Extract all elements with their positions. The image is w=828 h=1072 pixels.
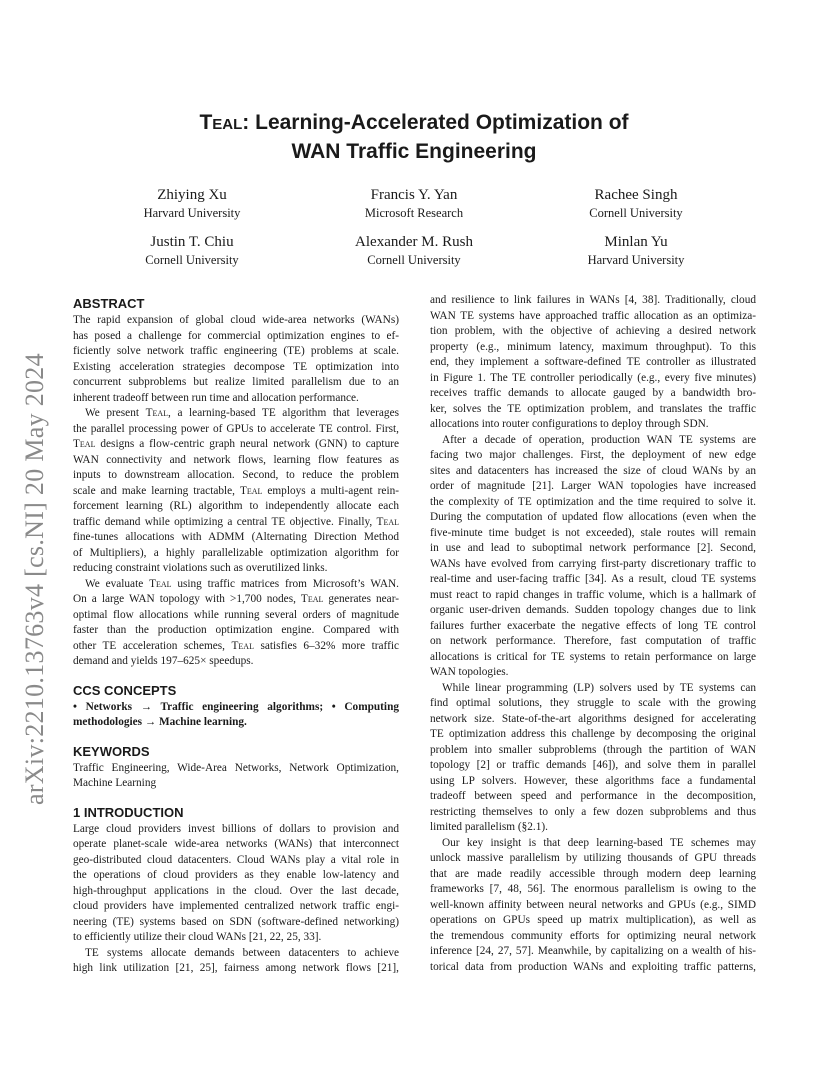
author-name: Minlan Yu xyxy=(604,234,668,250)
keywords-heading: KEYWORDS xyxy=(73,743,150,759)
text-line: operate planet-scale wide-area networks (WANs) that interconnect xyxy=(73,838,399,850)
text-line: facing two major challenges. First, the deployment of new edge xyxy=(430,449,756,461)
text-line: that are made readily accessible through modern deep learning xyxy=(430,867,756,880)
text-line: end, they implement a software-defined TE controller as illustrated xyxy=(430,356,756,368)
text-line: the parallel processing power of GPUs to accelerate TE control. First, xyxy=(73,422,399,435)
text-line: the tremendous community efforts for optimizing neural network xyxy=(430,929,756,942)
text-line: failures further exacerbate the negative effects of long TE control xyxy=(430,619,756,632)
text-line: order of magnitude [21]. Larger WAN topologies have increased xyxy=(430,480,756,492)
text-line: of Multipliers), a highly parallelizable optimization algorithm for xyxy=(73,546,399,559)
text-line: optimal flow allocations while running several orders of magnitude xyxy=(73,608,399,621)
text-line: WANs have evolved from carrying first-party discretionary traffic to xyxy=(430,557,756,570)
text-line: WAN connectivity and network flows, learning flow features as xyxy=(73,453,399,466)
text-line: the complexity of TE optimization and the time required to solve it. xyxy=(430,495,756,508)
text-line: problem into smaller subproblems (through the partition of WAN xyxy=(430,743,756,756)
right-column-body xyxy=(430,293,756,975)
ccs-heading: CCS CONCEPTS xyxy=(73,682,177,698)
text-line: Existing acceleration strategies decompose TE optimization into xyxy=(73,360,399,373)
text-line: the operations of cloud providers as they enable low-latency and xyxy=(73,869,399,881)
introduction-body xyxy=(73,822,399,977)
text-line: During the computation of updated flow allocations (even when the xyxy=(430,511,756,523)
author-name: Francis Y. Yan xyxy=(370,187,458,203)
text-line: We present Teal, a learning-based TE algorithm that leverages xyxy=(85,407,399,419)
text-line: to efficiently utilize their cloud WANs [21, 22, 25, 33]. xyxy=(73,931,322,943)
text-line: geo-distributed cloud datacenters. Cloud WANs play a vital role in xyxy=(73,853,399,866)
author-block xyxy=(304,185,524,222)
text-line: faster than the production optimization engine. Compared with xyxy=(73,624,399,636)
text-line: other TE acceleration schemes, Teal satisfies 6–32% more traffic xyxy=(73,639,400,652)
text-line: WAN topologies. xyxy=(430,666,509,678)
paper-title xyxy=(0,108,828,166)
author-block xyxy=(526,185,746,222)
right-column xyxy=(430,293,756,975)
title-line-2: WAN Traffic Engineering xyxy=(291,140,537,163)
title-system-name: Teal xyxy=(199,111,243,134)
author-affiliation: Harvard University xyxy=(587,253,685,267)
text-line: Machine Learning xyxy=(73,777,157,789)
keywords-list xyxy=(73,761,399,792)
text-line: topology [2] or traffic demands [46]), and solve them in parallel xyxy=(430,759,756,771)
abstract-heading: ABSTRACT xyxy=(73,296,145,311)
author-block xyxy=(82,232,302,269)
abstract-body xyxy=(73,313,399,670)
ccs-concepts xyxy=(73,700,399,731)
text-line: Large cloud providers invest billions of dollars to provision and xyxy=(73,822,399,835)
text-line: torical data from production WANs and exploiting traffic patterns, xyxy=(430,960,756,973)
author-affiliation: Cornell University xyxy=(589,206,683,220)
left-column xyxy=(73,293,399,977)
text-line: organic user-driven demands. Sudden topology changes due to link xyxy=(430,604,756,616)
text-line: in Figure 1. The TE controller periodically (e.g., every five minutes) xyxy=(430,371,756,384)
text-line: TE systems allocate demands between datacenters to achieve xyxy=(85,946,399,959)
text-line: frameworks [7, 48, 56]. The enormous parallelism is owing to the xyxy=(430,883,756,895)
text-line: tion problem, with the objective of achieving a desired network xyxy=(430,325,756,337)
author-block xyxy=(82,185,302,222)
text-line: five-minute time budget is not exceeded), stale routes will remain xyxy=(430,526,756,539)
text-line: allocations is critical for TE systems to retain performance on large xyxy=(430,650,756,663)
text-line: property (e.g., minimum latency, maximum throughput). To this xyxy=(430,340,756,353)
text-line: neering (TE) systems based on SDN (software-defined networking) xyxy=(73,915,399,928)
text-line: demand and yields 197–625× speedups. xyxy=(73,655,254,667)
title-line-1: Teal: Learning-Accelerated Optimization of xyxy=(199,111,629,134)
text-line: sites and datacenters has increased the size of cloud WANs by an xyxy=(430,464,756,477)
text-line: tradeoff between speed and performance in the decomposition, xyxy=(430,790,756,802)
text-line: on network performance. Therefore, fast computation of traffic xyxy=(430,635,756,647)
text-line: traffic demand while optimizing a central TE objective. Finally, Teal xyxy=(73,515,399,528)
text-line: concurrent subproblems but realize limited parallelism due to an xyxy=(73,376,399,388)
author-block xyxy=(304,232,524,269)
author-name: Justin T. Chiu xyxy=(150,234,234,250)
text-line: Teal designs a flow-centric graph neural network (GNN) to capture xyxy=(73,438,399,450)
text-line: cloud providers have implemented centralized network traffic engi- xyxy=(73,900,399,912)
text-line: TE optimization address this challenge by decomposing the original xyxy=(430,728,756,740)
text-line: high-throughput applications in the cloud. Over the last decade, xyxy=(73,884,399,897)
arxiv-identifier: arXiv:2210.13763v4 [cs.NI] 20 May 2024 xyxy=(20,353,49,805)
author-affiliation: Microsoft Research xyxy=(364,206,464,220)
author-block xyxy=(526,232,746,269)
introduction-heading: 1 INTRODUCTION xyxy=(73,804,184,820)
text-line: reducing constraint violations such as overutilized links. xyxy=(73,562,328,574)
author-name: Rachee Singh xyxy=(594,187,678,203)
text-line: has posed a challenge for commercial optimization engines to ef- xyxy=(73,329,399,342)
text-line: operations on GPUs speed up matrix multiplication), as well as xyxy=(430,914,756,926)
text-line: network size. State-of-the-art algorithms designed for accelerating xyxy=(430,712,756,725)
text-line: must react to rapid changes in traffic volume, which is a hallmark of xyxy=(430,588,756,601)
text-line: ficiently solve network traffic engineering (TE) problems at scale. xyxy=(73,345,399,357)
text-line: high link utilization [21, 25], fairness among network flows [21], xyxy=(73,962,399,974)
text-line: WAN TE systems have approached traffic allocation as an optimiza- xyxy=(430,309,756,322)
text-line: ker, solves the TE optimization problem, and translates the traffic xyxy=(430,402,756,415)
text-line: fine-tunes allocations with ADMM (Alternating Direction Method xyxy=(73,531,399,543)
text-line: unlock massive parallelism by utilizing thousands of GPU threads xyxy=(430,852,756,864)
text-line: receives traffic demands to allocate gauged by a bandwidth bro- xyxy=(430,387,756,399)
text-line: forcement learning (RL) algorithm to independently allocate each xyxy=(73,500,399,512)
text-line: scale and make learning tractable, Teal employs a multi-agent rein- xyxy=(73,484,399,497)
text-line: After a decade of operation, production WAN TE systems are xyxy=(442,433,756,446)
text-line: and resilience to link failures in WANs [4, 38]. Traditionally, cloud xyxy=(430,294,756,306)
text-line: restricting themselves to only a few dozen subproblems and thus xyxy=(430,805,756,818)
text-line: inputs to downstream allocation. Second, to reduce the problem xyxy=(73,469,399,481)
text-line: The rapid expansion of global cloud wide-area networks (WANs) xyxy=(73,314,399,326)
text-line: using LP solvers. However, these algorithms face a fundamental xyxy=(430,774,756,787)
text-line: • Networks → Traffic engineering algorithms; • Computing xyxy=(73,700,399,713)
text-line: Traffic Engineering, Wide-Area Networks, Network Optimization, xyxy=(73,761,399,774)
text-line: well-known affinity between neural networks and GPUs (e.g., SIMD xyxy=(430,898,756,911)
text-line: find optimal solutions, they struggle to scale with the growing xyxy=(430,697,756,709)
text-line: inference [24, 27, 57]. Meanwhile, by capitalizing on a wealth of his- xyxy=(430,945,756,957)
text-line: Our key insight is that deep learning-based TE schemes may xyxy=(442,836,756,849)
text-line: limited parallelism (§2.1). xyxy=(430,821,548,833)
text-line: allocations into router configurations to deploy through SDN. xyxy=(430,418,709,430)
text-line: On a large WAN topology with >1,700 nodes, Teal generates near- xyxy=(73,593,399,605)
text-line: real-time and user-facing traffic [34]. As a result, cloud TE systems xyxy=(430,573,756,585)
text-line: methodologies → Machine learning. xyxy=(73,716,247,728)
text-line: While linear programming (LP) solvers used by TE systems can xyxy=(442,681,756,694)
author-name: Zhiying Xu xyxy=(157,187,227,203)
author-affiliation: Cornell University xyxy=(145,253,239,267)
author-affiliation: Harvard University xyxy=(143,206,241,220)
text-line: We evaluate Teal using traffic matrices from Microsoft’s WAN. xyxy=(85,577,399,590)
author-name: Alexander M. Rush xyxy=(355,234,473,250)
text-line: inherent tradeoff between run time and allocation performance. xyxy=(73,391,359,404)
text-line: in use and lead to suboptimal network performance [2]. Second, xyxy=(430,542,756,554)
author-affiliation: Cornell University xyxy=(367,253,461,267)
